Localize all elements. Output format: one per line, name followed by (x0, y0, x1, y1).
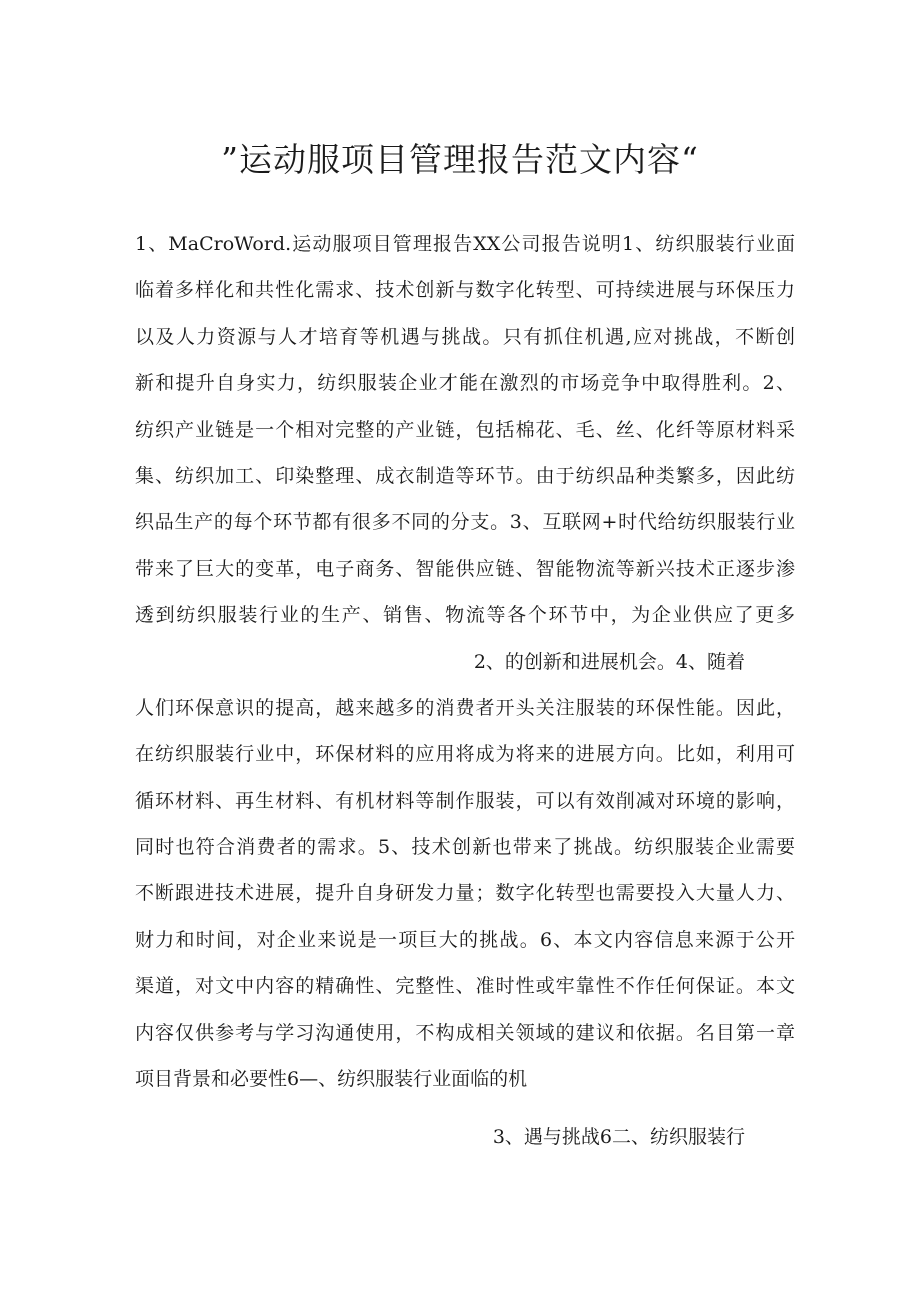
text-line: 织品生产的每个环节都有很多不同的分支。3、互联网+时代给纺织服装行业 (135, 511, 795, 534)
text-line: 同时也符合消费者的需求。5、技术创新也带来了挑战。纺织服装企业需要 (135, 836, 795, 859)
text-line: 集、纺织加工、印染整理、成衣制造等环节。由于纺织品种类繁多，因此纺 (135, 464, 795, 487)
text-line: 渠道，对文中内容的精确性、完整性、准时性或牢靠性不作任何保证。本文 (135, 975, 795, 998)
text-line: 1、MaCroWord.运动服项目管理报告XX公司报告说明1、纺织服装行业面 (135, 233, 795, 255)
paragraph-block-1 (135, 221, 795, 1161)
text-line: 循环材料、再生材料、有机材料等制作服装，可以有效削减对环境的影响， (135, 789, 795, 812)
text-line: 人们环保意识的提高，越来越多的消费者开头关注服装的环保性能。因此， (135, 696, 795, 719)
text-line: 新和提升自身实力，纺织服装企业才能在激烈的市场竞争中取得胜利。2、 (135, 372, 795, 395)
text-line: 财力和时间，对企业来说是一项巨大的挑战。6、本文内容信息来源于公开 (135, 928, 795, 951)
section-marker-3: 3、遇与挑战6二、纺织服装行 (492, 1126, 745, 1149)
text-line: 以及人力资源与人才培育等机遇与挑战。只有抓住机遇,应对挑战，不断创 (135, 325, 795, 348)
text-line: 透到纺织服装行业的生产、销售、物流等各个环节中，为企业供应了更多 (135, 604, 795, 627)
document-title: ”运动服项目管理报告范文内容“ (221, 140, 699, 179)
text-line: 纺织产业链是一个相对完整的产业链，包括棉花、毛、丝、化纤等原材料采 (135, 418, 795, 441)
section-marker-2: 2、的创新和进展机会。4、随着 (473, 650, 745, 673)
text-line: 项目背景和必要性6—、纺织服装行业面临的机 (135, 1068, 528, 1091)
text-line: 带来了巨大的变革，电子商务、智能供应链、智能物流等新兴技术正逐步渗 (135, 557, 795, 580)
text-line: 在纺织服装行业中，环保材料的应用将成为将来的进展方向。比如，利用可 (135, 743, 795, 766)
text-line: 不断跟进技术进展，提升自身研发力量；数字化转型也需要投入大量人力、 (135, 882, 795, 905)
text-line: 内容仅供参考与学习沟通使用，不构成相关领域的建议和依据。名目第一章 (135, 1021, 795, 1044)
text-line: 临着多样化和共性化需求、技术创新与数字化转型、可持续进展与环保压力 (135, 279, 795, 302)
